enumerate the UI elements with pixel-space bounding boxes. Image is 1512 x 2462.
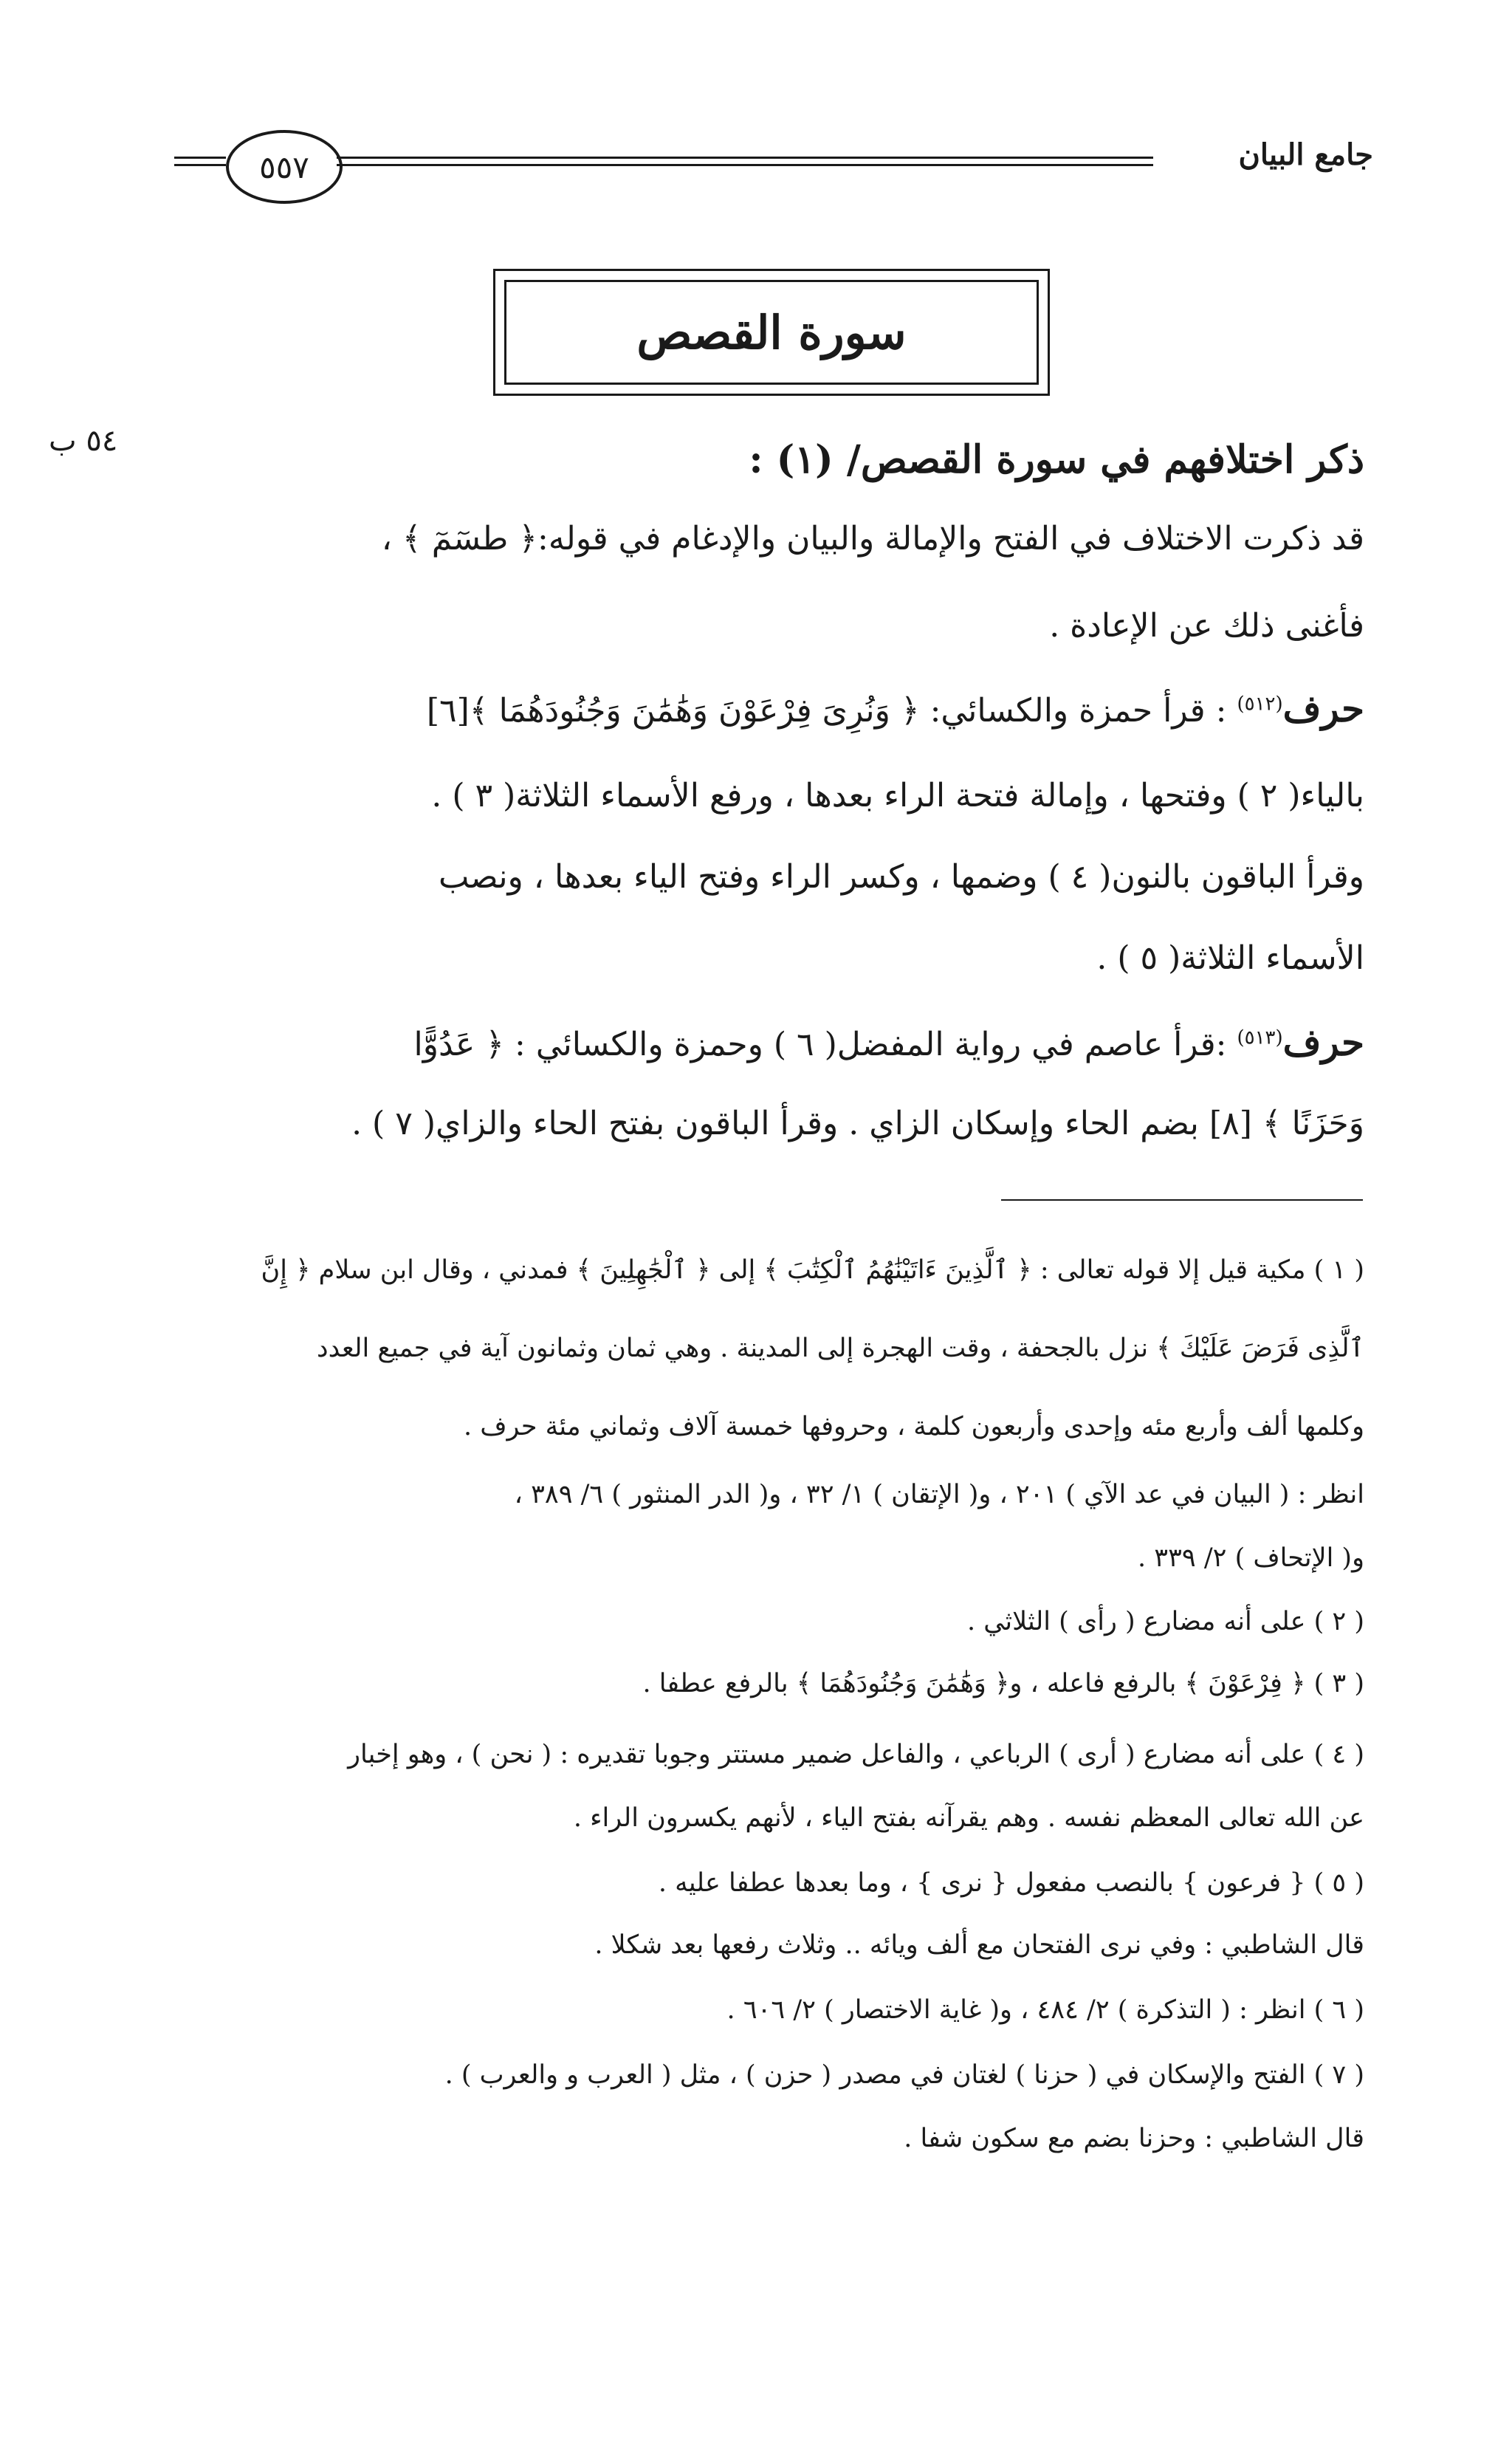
section-heading: ذكر اختلافهم في سورة القصص/ (١) : xyxy=(749,437,1364,482)
harf-512-text: : قرأ حمزة والكسائي: ﴿ وَنُرِىَ فِرْعَوْنَ وَهَٰمَٰنَ وَجُنُودَهُمَا ﴾[٦] xyxy=(426,692,1227,730)
footnote-line: ( ٧ ) الفتح والإسكان في ( حزنا ) لغتان في مصدر ( حزن ) ، مثل ( العرب و والعرب ) . xyxy=(444,2060,1364,2090)
header-rule-right xyxy=(337,157,1153,159)
footnote-line: عن الله تعالى المعظم نفسه . وهم يقرآنه بفتح الياء ، لأنهم يكسرون الراء . xyxy=(573,1803,1364,1833)
harf-label: حرف xyxy=(1282,687,1364,730)
body-line-6: وَحَزَنًا ﴾ [٨] بضم الحاء وإسكان الزاي . وقرأ الباقون بفتح الحاء والزاي( ٧ ) . xyxy=(351,1105,1364,1142)
footnote-line: انظر : ( البيان في عد الآي ) ٢٠١ ، و( الإتقان ) ١/ ٣٢ ، و( الدر المنثور ) ٦/ ٣٨٩ ، xyxy=(514,1480,1364,1509)
footnote-line: قال الشاطبي : وفي نرى الفتحان مع ألف ويائه .. وثلاث رفعها بعد شكلا . xyxy=(594,1930,1364,1960)
header-rule-left-2 xyxy=(174,164,226,166)
book-title: جامع البيان xyxy=(1238,137,1373,172)
body-line-1: قد ذكرت الاختلاف في الفتح والإمالة والبيان والإدغام في قوله:﴿ طسٓمٓ ﴾ ، xyxy=(381,520,1364,558)
header-rule-right-2 xyxy=(337,164,1153,166)
body-line-2: فأغنى ذلك عن الإعادة . xyxy=(1049,607,1364,645)
harf-number: (٥١٢) xyxy=(1237,693,1283,716)
body-line-5: الأسماء الثلاثة( ٥ ) . xyxy=(1096,939,1364,977)
footnote-line: ٱلَّذِى فَرَضَ عَلَيْكَ ﴾ نزل بالجحفة ، وقت الهجرة إلى المدينة . وهي ثمان وثمانون آية في جميع العدد xyxy=(317,1334,1364,1363)
harf-513-line xyxy=(413,1021,1364,1064)
footnote-line: ( ٦ ) انظر : ( التذكرة ) ٢/ ٤٨٤ ، و( غاية الاختصار ) ٢/ ٦٠٦ . xyxy=(726,1995,1364,2025)
footnote-line: و( الإتحاف ) ٢/ ٣٣٩ . xyxy=(1138,1543,1364,1573)
margin-folio-note: ٥٤ ب xyxy=(49,424,118,458)
harf-number: (٥١٣) xyxy=(1237,1026,1283,1049)
footnote-line: قال الشاطبي : وحزنا بضم مع سكون شفا . xyxy=(904,2124,1364,2153)
footnote-line: ( ٥ ) { فرعون } بالنصب مفعول { نرى } ، وما بعدها عطفا عليه . xyxy=(658,1868,1364,1898)
harf-label: حرف xyxy=(1282,1021,1364,1064)
footnote-line: ( ٢ ) على أنه مضارع ( رأى ) الثلاثي . xyxy=(966,1607,1364,1636)
body-line-3: بالياء( ٢ ) وفتحها ، وإمالة فتحة الراء بعدها ، ورفع الأسماء الثلاثة( ٣ ) . xyxy=(431,777,1364,815)
footnote-line: ( ٣ ) ﴿ فِرْعَوْنَ ﴾ بالرفع فاعله ، و﴿ وَهَٰمَٰنَ وَجُنُودَهُمَا ﴾ بالرفع عطفا . xyxy=(642,1669,1364,1698)
surah-title: سورة القصص xyxy=(504,280,1039,385)
harf-513-text: :قرأ عاصم في رواية المفضل( ٦ ) وحمزة والكسائي : ﴿ عَدُوًّا xyxy=(413,1026,1227,1063)
body-line-4: وقرأ الباقون بالنون( ٤ ) وضمها ، وكسر الراء وفتح الياء بعدها ، ونصب xyxy=(438,858,1364,896)
page-number: ٥٥٧ xyxy=(259,148,309,185)
footnote-line: ( ٤ ) على أنه مضارع ( أرى ) الرباعي ، والفاعل ضمير مستتر وجوبا تقديره : ( نحن ) ، وهو إخبار xyxy=(348,1740,1364,1769)
surah-title-box xyxy=(493,269,1050,396)
footnote-line: وكلمها ألف وأربع مئه وإحدى وأربعون كلمة ، وحروفها خمسة آلاف وثماني مئة حرف . xyxy=(463,1412,1364,1441)
footnote-separator xyxy=(1001,1199,1363,1201)
footnote-line: ( ١ ) مكية قيل إلا قوله تعالى : ﴿ ٱلَّذِينَ ءَاتَيْنَٰهُمُ ٱلْكِتَٰبَ ﴾ إلى ﴿ ٱلْجَٰهِلِينَ ﴾ فمدني ، وقال ابن سلام ﴿ إِنَّ xyxy=(261,1255,1364,1285)
page-number-oval xyxy=(226,130,343,204)
harf-512-line xyxy=(427,687,1364,730)
header-rule-left xyxy=(174,157,226,159)
